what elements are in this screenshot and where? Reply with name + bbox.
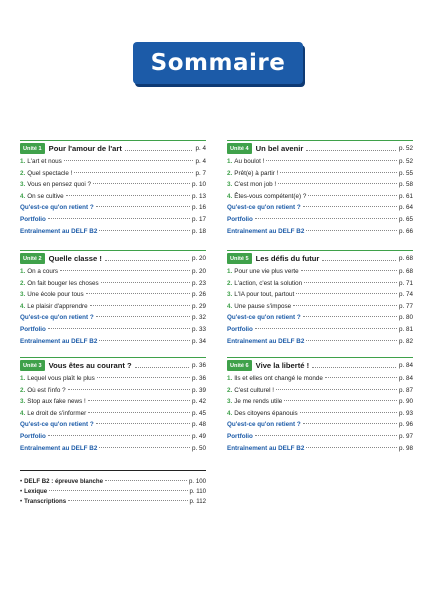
lesson-number: 3.	[20, 291, 26, 299]
entry-label: Je me rends utile	[234, 398, 283, 406]
unit-badge: Unité 4	[227, 143, 252, 154]
entry-label: Entraînement au DELF B2	[20, 444, 98, 452]
entry-label: Lexique	[24, 488, 48, 495]
entry-label: L'art et nous	[27, 158, 62, 165]
leader-dots	[64, 160, 194, 161]
lesson-number: 2.	[227, 169, 233, 177]
leader-dots	[255, 328, 397, 329]
entry-page-number: p. 98	[398, 444, 413, 452]
lesson-number: 1.	[20, 375, 26, 382]
leader-dots	[308, 195, 397, 196]
toc-lesson-entry[interactable]	[227, 280, 413, 292]
leader-dots	[304, 282, 397, 283]
unit-title: Pour l'amour de l'art	[48, 144, 122, 153]
entry-page-number: p. 23	[191, 279, 206, 287]
leader-dots	[68, 500, 187, 501]
bullet-icon: •	[20, 498, 23, 505]
unit-badge: Unité 3	[20, 360, 45, 371]
unit-badge: Unité 1	[20, 143, 45, 154]
leader-dots	[284, 400, 397, 401]
entry-label: Qu'est-ce qu'on retient ?	[20, 421, 94, 429]
unit-section	[20, 250, 206, 349]
entry-page-number: p. 100	[189, 478, 206, 485]
entry-page-number: p. 65	[398, 215, 413, 223]
lesson-number: 3.	[20, 398, 26, 406]
lesson-number: 1.	[227, 375, 233, 382]
toc-lesson-entry[interactable]	[20, 280, 206, 292]
entry-page-number: p. 112	[189, 498, 206, 505]
lesson-number: 4.	[20, 302, 26, 310]
toc-special-entry[interactable]	[20, 204, 206, 216]
leader-dots	[99, 340, 190, 341]
entry-page-number: p. 64	[398, 204, 413, 212]
toc-lesson-entry[interactable]	[20, 158, 206, 170]
toc-lesson-entry[interactable]	[227, 268, 413, 280]
unit-heading[interactable]	[20, 250, 206, 266]
entry-label: Entraînement au DELF B2	[227, 337, 305, 345]
toc-special-entry[interactable]	[227, 421, 413, 433]
lesson-number: 3.	[227, 181, 233, 189]
leader-dots	[96, 423, 190, 424]
entry-page-number: p. 84	[398, 375, 413, 382]
entry-page-number: p. 42	[191, 398, 206, 406]
entry-page-number: p. 7	[195, 169, 206, 177]
entry-label: C'est culturel !	[234, 386, 274, 394]
unit-heading[interactable]	[227, 250, 413, 266]
toc-lesson-entry[interactable]	[20, 303, 206, 315]
leader-dots	[280, 172, 397, 173]
entry-page-number: p. 82	[398, 337, 413, 345]
entry-page-number: p. 71	[398, 279, 413, 287]
entry-label: Qu'est-ce qu'on retient ?	[227, 314, 301, 322]
leader-dots	[303, 206, 397, 207]
entry-label: Êtes-vous compétent(e) ?	[234, 192, 307, 200]
entry-page-number: p. 87	[398, 386, 413, 394]
lesson-number: 4.	[20, 192, 26, 200]
leader-dots	[96, 316, 190, 317]
leader-dots	[96, 206, 190, 207]
leader-dots	[93, 183, 190, 184]
leader-dots	[105, 480, 187, 481]
leader-dots	[306, 150, 396, 151]
leader-dots	[125, 150, 193, 151]
leader-dots	[88, 400, 190, 401]
entry-page-number: p. 34	[191, 337, 206, 345]
entry-page-number: p. 80	[398, 314, 413, 322]
leader-dots	[306, 230, 397, 231]
toc-special-entry[interactable]	[227, 433, 413, 445]
toc-lesson-entry[interactable]	[20, 291, 206, 303]
unit-badge: Unité 2	[20, 253, 45, 264]
unit-page-number: p. 52	[398, 145, 413, 152]
unit-page-number: p. 68	[398, 255, 413, 262]
leader-dots	[301, 270, 397, 271]
toc-lesson-entry[interactable]	[227, 398, 413, 410]
toc-lesson-entry[interactable]	[20, 268, 206, 280]
lesson-number: 2.	[20, 169, 26, 177]
leader-dots	[276, 389, 397, 390]
entry-page-number: p. 13	[191, 192, 206, 200]
toc-appendix	[20, 470, 206, 508]
leader-dots	[99, 230, 190, 231]
bullet-icon: •	[20, 478, 23, 485]
toc-lesson-entry[interactable]	[20, 181, 206, 193]
leader-dots	[306, 447, 397, 448]
toc-lesson-entry[interactable]	[20, 410, 206, 422]
leader-dots	[300, 412, 397, 413]
entry-page-number: p. 52	[398, 158, 413, 165]
toc-special-entry[interactable]	[20, 433, 206, 445]
entry-page-number: p. 110	[189, 488, 206, 495]
page-title: Sommaire	[150, 50, 286, 76]
unit-heading[interactable]	[20, 357, 206, 373]
leader-dots	[303, 423, 397, 424]
toc-special-entry[interactable]	[20, 314, 206, 326]
toc-lesson-entry[interactable]	[20, 170, 206, 182]
leader-dots	[105, 260, 189, 261]
lesson-number: 3.	[227, 291, 233, 299]
entry-page-number: p. 48	[191, 421, 206, 429]
entry-label: Qu'est-ce qu'on retient ?	[227, 421, 301, 429]
entry-label: Pour une vie plus verte	[234, 268, 299, 275]
lesson-number: 2.	[20, 279, 26, 287]
unit-page-number: p. 4	[195, 145, 206, 152]
toc-special-entry[interactable]	[227, 228, 413, 240]
entry-label: Portfolio	[20, 325, 46, 333]
leader-dots	[48, 435, 190, 436]
entry-page-number: p. 74	[398, 291, 413, 299]
entry-label: L'IA pour tout, partout	[234, 291, 295, 299]
entry-label: Qu'est-ce qu'on retient ?	[20, 314, 94, 322]
entry-label: Portfolio	[227, 215, 253, 223]
lesson-number: 4.	[227, 192, 233, 200]
toc-special-entry[interactable]	[227, 338, 413, 350]
unit-section	[20, 357, 206, 456]
leader-dots	[306, 340, 397, 341]
entry-page-number: p. 17	[191, 215, 206, 223]
entry-label: Au boulot !	[234, 158, 265, 165]
lesson-number: 2.	[227, 386, 233, 394]
entry-label: Le droit de s'informer	[27, 409, 87, 417]
lesson-number: 4.	[227, 409, 233, 417]
entry-page-number: p. 68	[398, 268, 413, 275]
leader-dots	[325, 377, 397, 378]
lesson-number: 1.	[227, 268, 233, 275]
entry-page-number: p. 58	[398, 181, 413, 189]
entry-label: Transcriptions	[24, 498, 67, 505]
toc-special-entry[interactable]	[20, 421, 206, 433]
leader-dots	[48, 328, 190, 329]
toc-special-entry[interactable]	[227, 445, 413, 457]
leader-dots	[303, 316, 397, 317]
entry-label: Qu'est-ce qu'on retient ?	[20, 204, 94, 212]
entry-label: Qu'est-ce qu'on retient ?	[227, 204, 301, 212]
appendix-entry[interactable]	[20, 488, 206, 498]
leader-dots	[49, 490, 187, 491]
toc-special-entry[interactable]	[227, 314, 413, 326]
entry-label: Entraînement au DELF B2	[20, 227, 98, 235]
appendix-entry[interactable]	[20, 478, 206, 488]
unit-page-number: p. 36	[191, 362, 206, 369]
lesson-number: 4.	[227, 302, 233, 310]
entry-page-number: p. 49	[191, 432, 206, 440]
unit-section	[20, 140, 206, 239]
entry-page-number: p. 4	[195, 158, 206, 165]
lesson-number: 1.	[20, 158, 26, 165]
leader-dots	[86, 293, 190, 294]
entry-label: Portfolio	[20, 215, 46, 223]
unit-section	[227, 250, 413, 349]
toc-lesson-entry[interactable]	[227, 193, 413, 205]
unit-title: Vive la liberté !	[255, 361, 310, 370]
leader-dots	[266, 160, 397, 161]
leader-dots	[60, 270, 190, 271]
entry-page-number: p. 32	[191, 314, 206, 322]
leader-dots	[278, 183, 397, 184]
unit-title: Quelle classe !	[48, 254, 102, 263]
unit-page-number: p. 84	[398, 362, 413, 369]
appendix-entry[interactable]	[20, 498, 206, 508]
leader-dots	[293, 305, 397, 306]
entry-label: DELF B2 : épreuve blanche	[24, 478, 104, 485]
toc-lesson-entry[interactable]	[227, 387, 413, 399]
entry-label: Portfolio	[227, 432, 253, 440]
entry-page-number: p. 97	[398, 432, 413, 440]
entry-label: Une pause s'impose	[234, 302, 292, 310]
toc-lesson-entry[interactable]	[227, 158, 413, 170]
entry-page-number: p. 81	[398, 325, 413, 333]
unit-heading[interactable]	[227, 140, 413, 156]
lesson-number: 1.	[20, 268, 26, 275]
entry-label: Entraînement au DELF B2	[227, 227, 305, 235]
entry-page-number: p. 36	[191, 375, 206, 382]
entry-page-number: p. 96	[398, 421, 413, 429]
lesson-number: 2.	[20, 386, 26, 394]
entry-label: Quel spectacle !	[27, 169, 73, 177]
leader-dots	[97, 377, 190, 378]
bullet-icon: •	[20, 488, 23, 495]
entry-label: Portfolio	[20, 432, 46, 440]
entry-page-number: p. 50	[191, 444, 206, 452]
leader-dots	[48, 218, 190, 219]
toc-special-entry[interactable]	[227, 204, 413, 216]
unit-title: Les défis du futur	[255, 254, 320, 263]
entry-page-number: p. 45	[191, 409, 206, 417]
unit-section	[227, 357, 413, 456]
entry-label: Prêt(e) à partir !	[234, 169, 279, 177]
leader-dots	[135, 367, 189, 368]
entry-page-number: p. 16	[191, 204, 206, 212]
leader-dots	[101, 282, 190, 283]
entry-page-number: p. 61	[398, 192, 413, 200]
page-title-banner	[133, 42, 303, 84]
leader-dots	[74, 172, 193, 173]
toc-special-entry[interactable]	[20, 228, 206, 240]
entry-label: C'est mon job !	[234, 181, 277, 189]
leader-dots	[255, 218, 397, 219]
entry-label: Portfolio	[227, 325, 253, 333]
toc-lesson-entry[interactable]	[20, 398, 206, 410]
leader-dots	[296, 293, 397, 294]
leader-dots	[66, 195, 190, 196]
toc-lesson-entry[interactable]	[227, 291, 413, 303]
toc-lesson-entry[interactable]	[20, 387, 206, 399]
lesson-number: 3.	[20, 181, 26, 189]
leader-dots	[322, 260, 396, 261]
entry-label: Vous en pensez quoi ?	[27, 181, 91, 189]
entry-page-number: p. 10	[191, 181, 206, 189]
entry-page-number: p. 18	[191, 227, 206, 235]
entry-page-number: p. 20	[191, 268, 206, 275]
toc-lesson-entry[interactable]	[227, 303, 413, 315]
entry-label: Des citoyens épanouis	[234, 409, 298, 417]
entry-label: On se cultive	[27, 192, 64, 200]
entry-label: L'action, c'est la solution	[234, 279, 303, 287]
entry-page-number: p. 26	[191, 291, 206, 299]
entry-label: Entraînement au DELF B2	[227, 444, 305, 452]
lesson-number: 2.	[227, 279, 233, 287]
entry-label: Où est l'info ?	[27, 386, 66, 394]
leader-dots	[312, 367, 396, 368]
leader-dots	[90, 305, 190, 306]
entry-page-number: p. 77	[398, 302, 413, 310]
toc-lesson-entry[interactable]	[227, 181, 413, 193]
lesson-number: 4.	[20, 409, 26, 417]
entry-label: On a cours	[27, 268, 59, 275]
unit-heading[interactable]	[20, 140, 206, 156]
toc-lesson-entry[interactable]	[20, 375, 206, 387]
entry-page-number: p. 66	[398, 227, 413, 235]
entry-page-number: p. 29	[191, 302, 206, 310]
toc-special-entry[interactable]	[20, 445, 206, 457]
toc-lesson-entry[interactable]	[227, 375, 413, 387]
toc-special-entry[interactable]	[227, 326, 413, 338]
unit-title: Un bel avenir	[255, 144, 304, 153]
unit-section	[227, 140, 413, 239]
entry-label: Une école pour tous	[27, 291, 84, 299]
toc-special-entry[interactable]	[227, 216, 413, 228]
entry-page-number: p. 90	[398, 398, 413, 406]
leader-dots	[88, 412, 190, 413]
leader-dots	[99, 447, 190, 448]
toc-lesson-entry[interactable]	[227, 410, 413, 422]
unit-title: Vous êtes au courant ?	[48, 361, 132, 370]
entry-page-number: p. 39	[191, 386, 206, 394]
leader-dots	[68, 389, 190, 390]
entry-page-number: p. 33	[191, 325, 206, 333]
toc-lesson-entry[interactable]	[20, 193, 206, 205]
entry-label: Entraînement au DELF B2	[20, 337, 98, 345]
entry-page-number: p. 93	[398, 409, 413, 417]
entry-label: Stop aux fake news !	[27, 398, 86, 406]
entry-label: Ils et elles ont changé le monde	[234, 375, 323, 382]
unit-page-number: p. 20	[191, 255, 206, 262]
toc-lesson-entry[interactable]	[227, 170, 413, 182]
lesson-number: 3.	[227, 398, 233, 406]
entry-label: Lequel vous plaît le plus	[27, 375, 95, 382]
unit-heading[interactable]	[227, 357, 413, 373]
unit-badge: Unité 5	[227, 253, 252, 264]
leader-dots	[255, 435, 397, 436]
unit-badge: Unité 6	[227, 360, 252, 371]
entry-label: On fait bouger les choses	[27, 279, 99, 287]
entry-label: Le plaisir d'apprendre	[27, 302, 88, 310]
toc-special-entry[interactable]	[20, 326, 206, 338]
toc-special-entry[interactable]	[20, 216, 206, 228]
toc-special-entry[interactable]	[20, 338, 206, 350]
lesson-number: 1.	[227, 158, 233, 165]
entry-page-number: p. 55	[398, 169, 413, 177]
